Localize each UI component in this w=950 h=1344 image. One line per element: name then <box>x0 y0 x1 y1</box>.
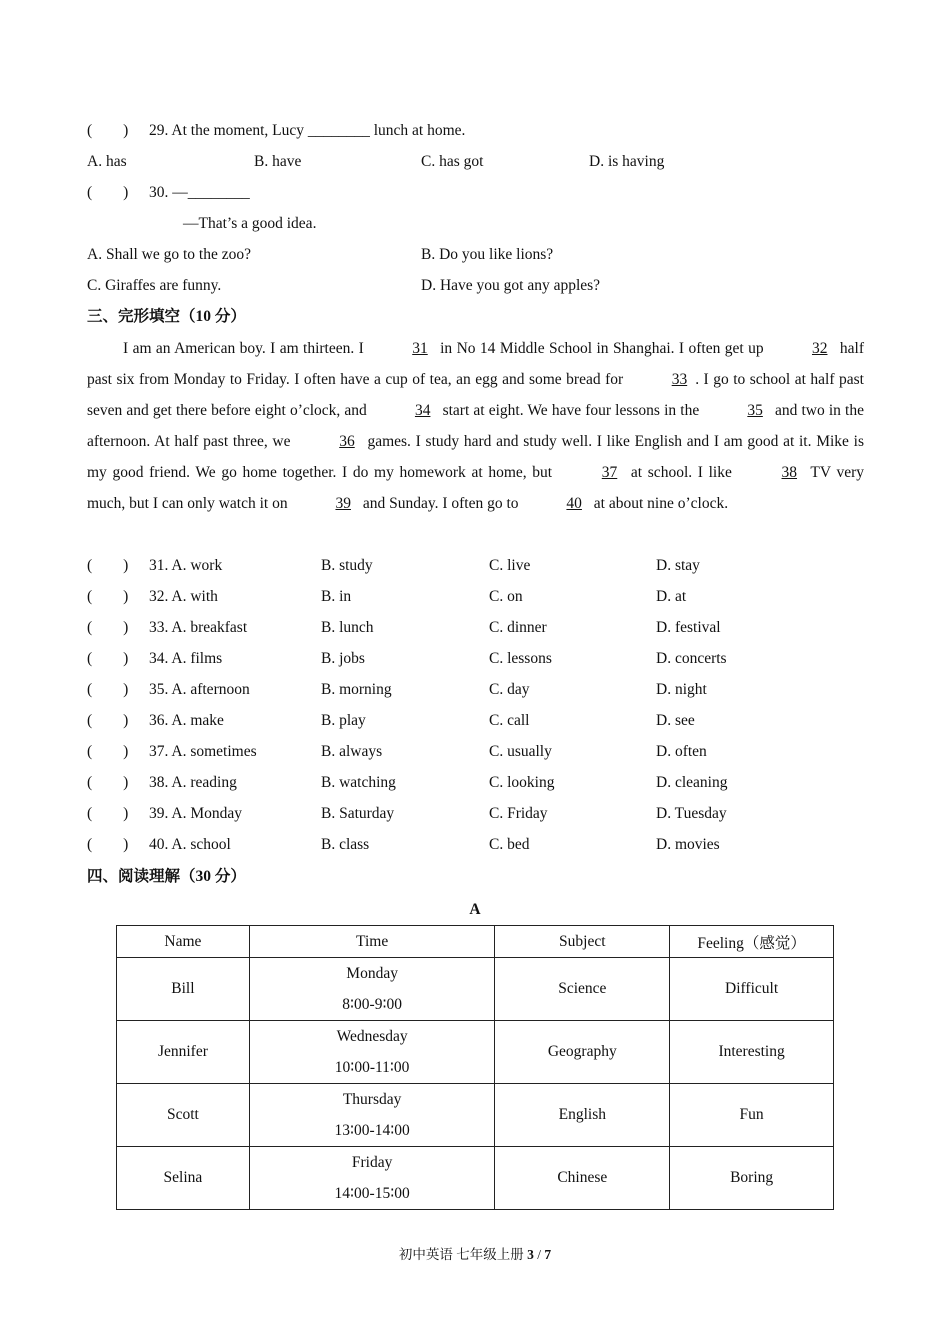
footer-label: 初中英语 七年级上册 <box>398 1247 524 1262</box>
header-cell: Subject <box>495 926 670 958</box>
option-b: B. morning <box>321 681 392 698</box>
cloze-blank: 38 <box>781 464 798 481</box>
answer-paren: ( ) <box>87 805 129 822</box>
option: B. have <box>254 153 302 170</box>
option-c: C. live <box>489 557 531 574</box>
table-header-row <box>117 926 834 958</box>
cloze-blank: 39 <box>335 495 351 512</box>
cloze-blank: 37 <box>601 464 618 481</box>
question-row <box>0 648 950 670</box>
cloze-blank: 32 <box>811 340 828 357</box>
option-b: B. jobs <box>321 650 365 667</box>
option-a: 39. A. Monday <box>149 805 242 822</box>
question-row <box>0 772 950 794</box>
option: C. has got <box>421 153 484 170</box>
time-range: 8∶00-9∶00 <box>342 996 402 1013</box>
option-d: D. see <box>656 712 695 729</box>
option-c: C. Friday <box>489 805 548 822</box>
option-d: D. at <box>656 588 687 605</box>
name-cell: Scott <box>117 1084 250 1147</box>
option: D. is having <box>589 153 665 170</box>
option-d: D. cleaning <box>656 774 728 791</box>
answer-paren: ( ) <box>87 650 129 667</box>
table-row <box>117 1147 834 1210</box>
subject-cell: Geography <box>495 1021 670 1084</box>
question-row <box>0 586 950 608</box>
passage-text: at school. I like <box>625 464 738 481</box>
option-a: 31. A. work <box>149 557 223 574</box>
option-b: B. watching <box>321 774 396 791</box>
passage-text: games. I study hard and study well. I like English and I am good at it. Mike is my good friend. We go home together. I do my homework at home, but <box>87 433 864 481</box>
option-c: C. usually <box>489 743 552 760</box>
question-row <box>0 555 950 577</box>
page-number: 3 <box>527 1247 534 1262</box>
question-30 <box>87 182 250 204</box>
question-row <box>0 741 950 763</box>
time-range: 13∶00-14∶00 <box>334 1122 410 1139</box>
option-c: C. dinner <box>489 619 547 636</box>
passage-text: start at eight. We have four lessons in the <box>438 402 704 419</box>
header-cell: Time <box>249 926 495 958</box>
option-c: C. call <box>489 712 530 729</box>
cloze-blank: 31 <box>412 340 428 357</box>
cloze-passage <box>87 333 864 519</box>
passage-text: and two in the afternoon. At half past three, we <box>87 402 864 450</box>
passage-text: half past six from Monday to Friday. I often have a cup of tea, an egg and some bread for <box>87 340 864 388</box>
option-d: D. concerts <box>656 650 727 667</box>
part-label: A <box>469 901 481 918</box>
page-footer <box>0 1244 950 1266</box>
feeling-cell: Boring <box>670 1147 834 1210</box>
option-a: 33. A. breakfast <box>149 619 248 636</box>
page-total: 7 <box>544 1247 552 1262</box>
option-c: C. lessons <box>489 650 552 667</box>
time-range: 14∶00-15∶00 <box>334 1185 410 1202</box>
time-cell <box>249 1084 495 1147</box>
name-cell: Bill <box>117 958 250 1021</box>
passage-text: TV very much, but I can only watch it on <box>87 464 864 512</box>
option-a: 34. A. films <box>149 650 223 667</box>
subject-cell: English <box>495 1084 670 1147</box>
option-a: 38. A. reading <box>149 774 237 791</box>
time-cell <box>249 1021 495 1084</box>
answer-paren: ( ) <box>87 836 129 853</box>
dialogue-reply: —That’s a good idea. <box>183 215 317 232</box>
passage-text: I am an American boy. I am thirteen. I <box>123 340 369 357</box>
answer-paren: ( ) <box>87 557 129 574</box>
option-d: D. often <box>656 743 707 760</box>
option-a: 40. A. school <box>149 836 231 853</box>
answer-paren: ( ) <box>87 184 129 201</box>
question-stem: 30. —________ <box>149 184 250 201</box>
answer-paren: ( ) <box>87 619 129 636</box>
cloze-blank: 35 <box>747 402 763 419</box>
header-cell: Name <box>117 926 250 958</box>
time-range: 10∶00-11∶00 <box>334 1059 410 1076</box>
option-b: B. class <box>321 836 370 853</box>
cloze-blank: 33 <box>671 371 688 388</box>
table-row <box>117 958 834 1021</box>
option-b: B. play <box>321 712 366 729</box>
section-heading: 三、完形填空（10 分） <box>87 308 246 325</box>
question-row <box>0 679 950 701</box>
question-row <box>0 834 950 856</box>
cloze-blank: 40 <box>566 495 582 512</box>
answer-paren: ( ) <box>87 122 129 139</box>
option-a: 36. A. make <box>149 712 224 729</box>
answer-paren: ( ) <box>87 588 129 605</box>
feeling-cell: Difficult <box>670 958 834 1021</box>
question-stem: 29. At the moment, Lucy ________ lunch at home. <box>149 122 466 139</box>
answer-paren: ( ) <box>87 681 129 698</box>
question-29 <box>87 120 465 142</box>
passage-text: . I go to school at half past seven and get there before eight o’clock, and <box>87 371 864 419</box>
name-cell: Jennifer <box>117 1021 250 1084</box>
option: A. Shall we go to the zoo? <box>87 246 252 263</box>
option-c: C. on <box>489 588 523 605</box>
option-b: B. Saturday <box>321 805 395 822</box>
cloze-blank: 34 <box>414 402 431 419</box>
option-b: B. always <box>321 743 383 760</box>
time-cell <box>249 1147 495 1210</box>
answer-paren: ( ) <box>87 712 129 729</box>
option-c: C. looking <box>489 774 555 791</box>
cloze-blank: 36 <box>339 433 355 450</box>
header-cell: Feeling（感觉） <box>670 926 834 958</box>
time-day: Thursday <box>342 1091 402 1108</box>
option-a: 37. A. sometimes <box>149 743 257 760</box>
feeling-cell: Fun <box>670 1084 834 1147</box>
question-row <box>0 710 950 732</box>
option: D. Have you got any apples? <box>421 277 601 294</box>
option-a: 32. A. with <box>149 588 218 605</box>
option-c: C. bed <box>489 836 530 853</box>
option-b: B. in <box>321 588 352 605</box>
passage-text: in No 14 Middle School in Shanghai. I often get up <box>435 340 768 357</box>
schedule-table <box>116 925 834 1210</box>
page-separator: / <box>533 1247 545 1262</box>
answer-paren: ( ) <box>87 774 129 791</box>
time-day: Friday <box>351 1154 393 1171</box>
time-cell <box>249 958 495 1021</box>
feeling-cell: Interesting <box>670 1021 834 1084</box>
option-c: C. day <box>489 681 530 698</box>
time-day: Monday <box>346 965 398 982</box>
answer-paren: ( ) <box>87 743 129 760</box>
subject-cell: Science <box>495 958 670 1021</box>
option-d: D. night <box>656 681 707 698</box>
option-a: 35. A. afternoon <box>149 681 250 698</box>
option-b: B. study <box>321 557 373 574</box>
option-d: D. stay <box>656 557 700 574</box>
name-cell: Selina <box>117 1147 250 1210</box>
table-row <box>117 1084 834 1147</box>
option: C. Giraffes are funny. <box>87 277 222 294</box>
question-row <box>0 803 950 825</box>
section-heading: 四、阅读理解（30 分） <box>87 868 246 885</box>
option-d: D. Tuesday <box>656 805 727 822</box>
table-row <box>117 1021 834 1084</box>
option: B. Do you like lions? <box>421 246 554 263</box>
option-d: D. festival <box>656 619 721 636</box>
option-d: D. movies <box>656 836 720 853</box>
passage-text: at about nine o’clock. <box>589 495 729 512</box>
option-b: B. lunch <box>321 619 374 636</box>
question-row <box>0 617 950 639</box>
passage-text: and Sunday. I often go to <box>358 495 523 512</box>
subject-cell: Chinese <box>495 1147 670 1210</box>
time-day: Wednesday <box>336 1028 408 1045</box>
option: A. has <box>87 153 127 170</box>
